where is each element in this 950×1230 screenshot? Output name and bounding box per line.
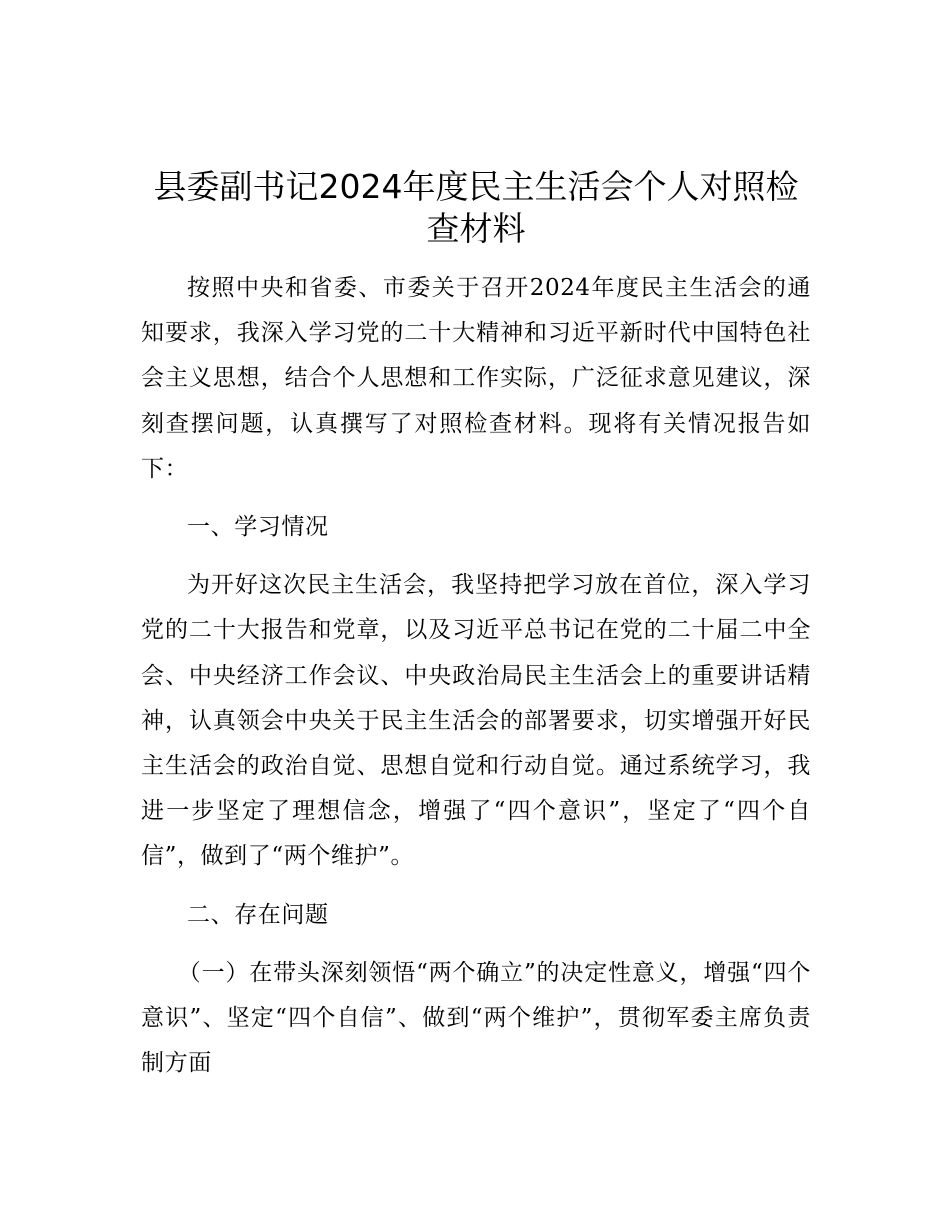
document-title: 县委副书记2024年度民主生活会个人对照检查材料 — [153, 167, 799, 248]
section-heading-problems: 二、存在问题 — [187, 901, 329, 928]
subsection-heading-1: （一）在带头深刻领悟“两个确立”的决定性意义，增强“四个意识”、坚定“四个自信”、做到“两个维护”，贯彻军委主席负责制方面 — [141, 959, 811, 1077]
document-body — [141, 266, 811, 1099]
study-paragraph: 为开好这次民主生活会，我坚持把学习放在首位，深入学习党的二十大报告和党章，以及习近平总书记在党的二十届二中全会、中央经济工作会议、中央政治局民主生活会上的重要讲话精神，认真领会中央关于民主生活会的部署要求，切实增强开好民主生活会的政治自觉、思想自觉和行动自觉。通过系统学习，我进一步坚定了理想信念，增强了“四个意识”，坚定了“四个自信”，做到了“两个维护”。 — [141, 572, 811, 870]
section-heading-study: 一、学习情况 — [187, 514, 329, 541]
intro-paragraph: 按照中央和省委、市委关于召开2024年度民主生活会的通知要求，我深入学习党的二十大精神和习近平新时代中国特色社会主义思想，结合个人思想和工作实际，广泛征求意见建议，深刻查摆问题，认真撰写了对照检查材料。现将有关情况报告如下： — [141, 275, 811, 482]
